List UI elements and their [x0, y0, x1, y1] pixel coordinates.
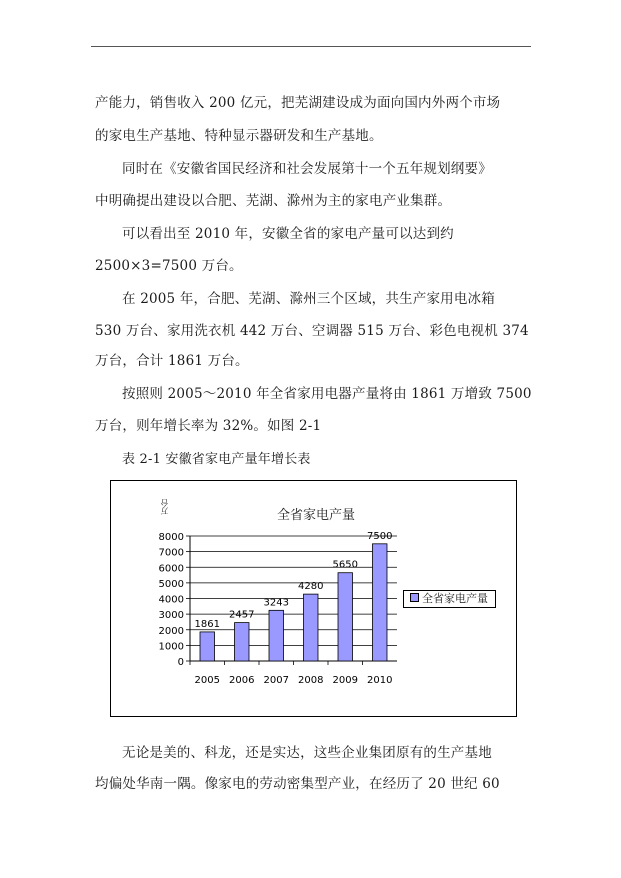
- text-line-8: 530 万台、家用洗衣机 442 万台、空调器 515 万台、彩色电视机 374: [95, 323, 529, 339]
- y-tick-label-4000: 4000: [158, 594, 184, 606]
- text-line-9: 万台，合计 1861 万台。: [95, 353, 249, 369]
- x-tick-label-2010: 2010: [367, 675, 393, 686]
- text-line-6: 2500×3=7500 万台。: [95, 258, 243, 274]
- data-label-2008: 4280: [298, 581, 324, 593]
- x-tick-label-2007: 2007: [263, 675, 289, 686]
- text-line-5: 可以看出至 2010 年，安徽全省的家电产量可以达到约: [122, 226, 454, 242]
- bar-2009: [338, 573, 352, 661]
- text-line-13: 均偏处华南一隅。像家电的劳动密集型产业，在经历了 20 世纪 60: [95, 776, 500, 792]
- text-line-12: 无论是美的、科龙，还是实达，这些企业集团原有的生产基地: [122, 745, 492, 761]
- x-tick-label-2006: 2006: [229, 675, 255, 686]
- data-label-2006: 2457: [229, 609, 255, 621]
- y-tick-label-6000: 6000: [158, 563, 184, 575]
- bar-2006: [235, 623, 249, 661]
- y-tick-label-0: 0: [177, 657, 184, 668]
- data-label-2010: 7500: [367, 530, 393, 542]
- text-line-4: 中明确提出建设以合肥、芜湖、滁州为主的家电产业集群。: [95, 193, 452, 209]
- y-tick-label-3000: 3000: [158, 610, 184, 622]
- data-label-2009: 5650: [332, 559, 358, 571]
- y-tick-label-2000: 2000: [158, 625, 184, 637]
- bar-2008: [304, 594, 318, 661]
- header-rule: [91, 46, 531, 47]
- table-caption: 表 2-1 安徽省家电产量年增长表: [122, 452, 311, 467]
- y-axis-unit-label: 万台: [160, 499, 169, 515]
- chart-legend: [403, 590, 496, 608]
- data-label-2007: 3243: [263, 597, 289, 609]
- data-label-2005: 1861: [194, 618, 220, 630]
- y-tick-label-1000: 1000: [158, 641, 184, 653]
- x-tick-label-2008: 2008: [298, 675, 324, 686]
- text-line-7: 在 2005 年，合肥、芜湖、滁州三个区域，共生产家用电冰箱: [122, 291, 495, 307]
- bar-2005: [200, 632, 214, 661]
- text-line-10: 按照则 2005～2010 年全省家用电器产量将由 1861 万增致 7500: [122, 386, 532, 402]
- y-tick-label-7000: 7000: [158, 547, 184, 559]
- x-tick-label-2009: 2009: [332, 675, 358, 686]
- chart-frame: [110, 480, 517, 717]
- text-line-1: 产能力，销售收入 200 亿元，把芜湖建设成为面向国内外两个市场: [95, 95, 501, 111]
- chart-title: 全省家电产量: [277, 508, 356, 523]
- text-line-11: 万台，则年增长率为 32%。如图 2-1: [95, 418, 322, 434]
- legend-label: 全省家电产量: [422, 592, 488, 605]
- text-line-2: 的家电生产基地、特种显示器研发和生产基地。: [95, 128, 383, 144]
- text-line-3: 同时在《安徽省国民经济和社会发展第十一个五年规划纲要》: [122, 161, 492, 177]
- y-tick-label-8000: 8000: [158, 532, 184, 543]
- y-tick-label-5000: 5000: [158, 578, 184, 590]
- bar-2010: [373, 544, 387, 661]
- bar-2007: [269, 610, 283, 661]
- legend-swatch: [410, 593, 419, 602]
- x-tick-label-2005: 2005: [194, 675, 220, 686]
